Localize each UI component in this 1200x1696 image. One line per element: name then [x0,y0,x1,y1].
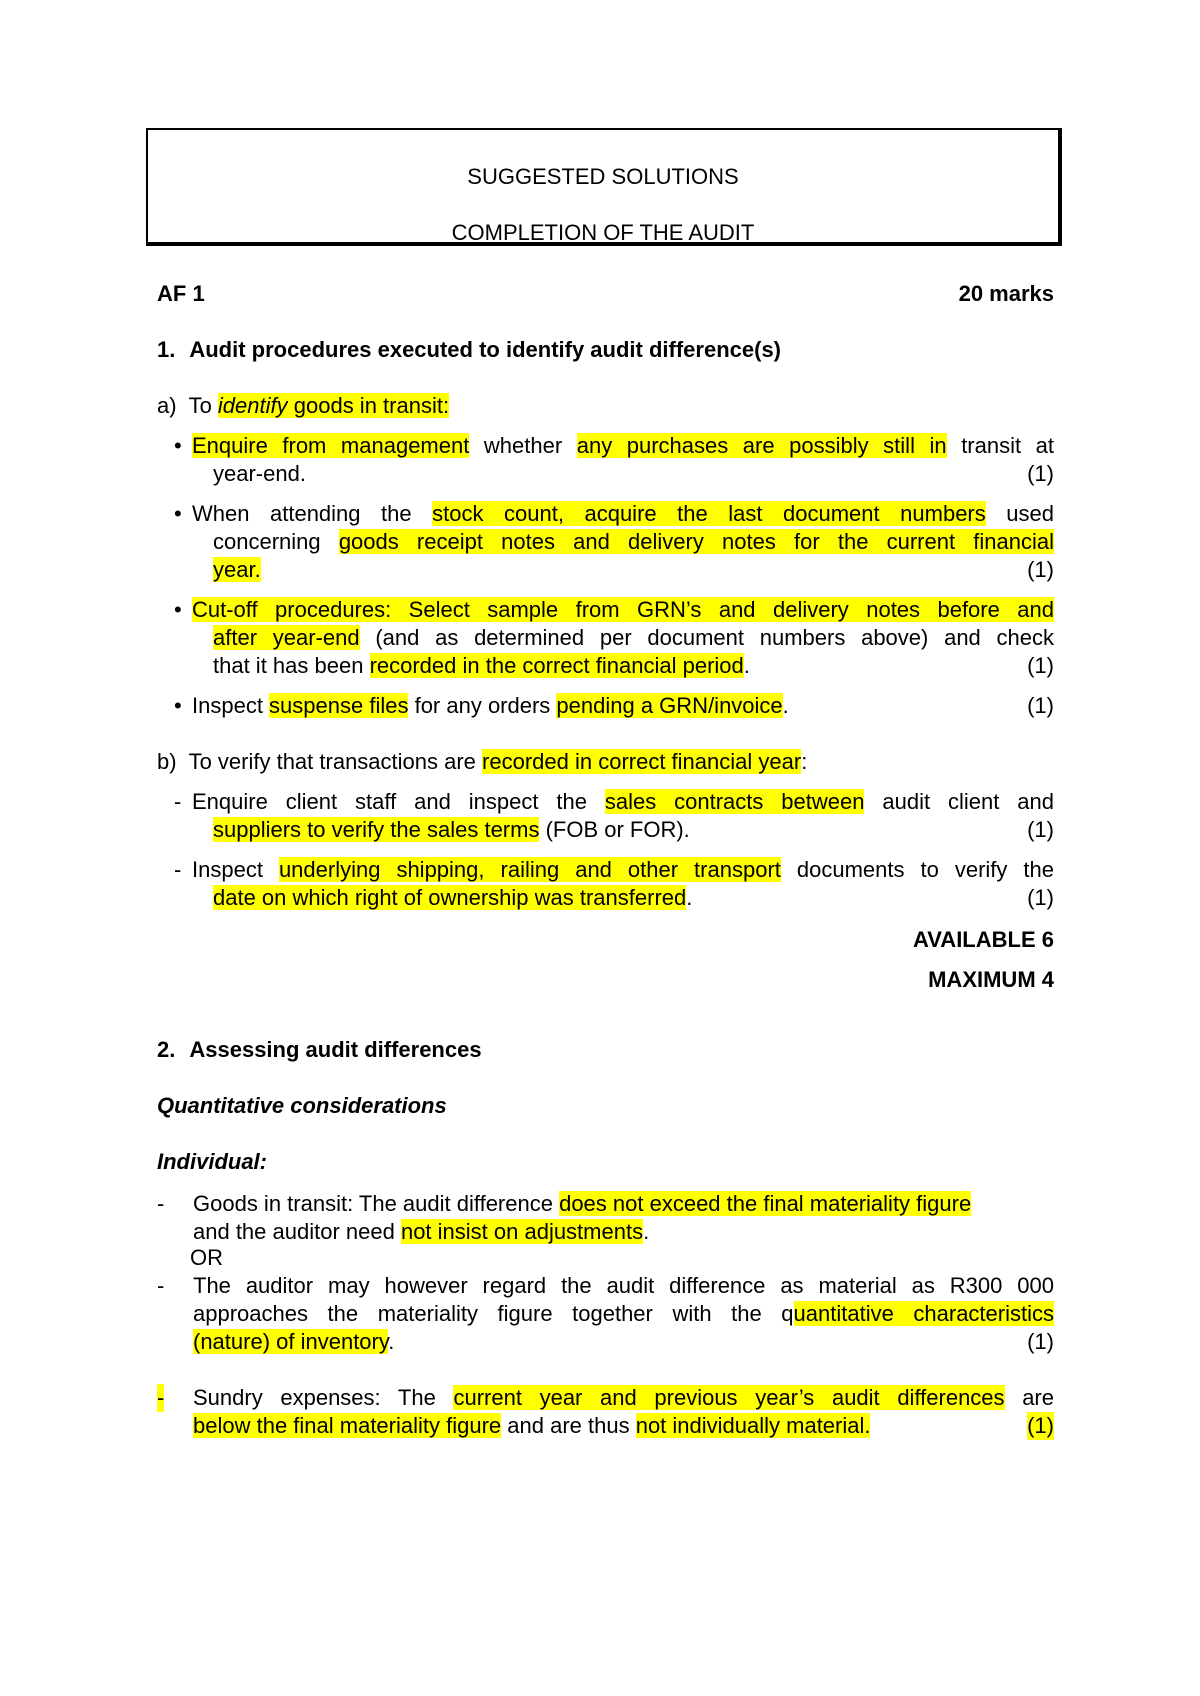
af-label: AF 1 [157,281,205,306]
dash-marker: - [157,1273,165,1298]
bullet-1: • Enquire from management whether any purchases are possibly still in transit at [174,433,1054,458]
q2-title: Assessing audit differences [189,1037,482,1062]
individual-item-1-line-2: and the auditor need not insist on adjustments. [193,1219,650,1244]
af-heading [157,280,1054,308]
bullet-3-line-3: that it has been recorded in the correct financial period. (1) [213,653,1054,678]
q1-heading: 1. Audit procedures executed to identify audit difference(s) [157,337,782,362]
q1-title: Audit procedures executed to identify audit difference(s) [189,337,782,362]
dash-marker: - [157,1191,165,1216]
dash-item-1-line-2: suppliers to verify the sales terms (FOB or FOR). (1) [213,817,1054,842]
q1a-heading: a) To identify goods in transit: [157,393,450,418]
individual-item-2: The auditor may however regard the audit difference as material as R300 000 [193,1273,1054,1298]
dash-item-2-line-2: date on which right of ownership was transferred. (1) [213,885,1054,910]
dash-item-2: - Inspect underlying shipping, railing and other transport documents to verify the [174,857,1054,882]
q2-heading: 2. Assessing audit differences [157,1037,482,1062]
bullet-2-line-3: year. (1) [213,557,1054,582]
bullet-1-line-2: year-end. (1) [213,461,1054,486]
or-text: OR [190,1245,223,1270]
individual-item-3: Sundry expenses: The current year and previous year’s audit differences are [193,1385,1054,1410]
af-marks: 20 marks [958,281,1054,306]
title-box [146,128,1062,246]
bullet-4: • Inspect suspense files for any orders pending a GRN/invoice. (1) [174,693,1054,718]
title-line-1: SUGGESTED SOLUTIONS [467,164,739,189]
title-line-2: COMPLETION OF THE AUDIT [451,220,755,245]
individual-item-2-line-2: approaches the materiality figure together with the quantitative characteristics [193,1301,1054,1326]
maximum-total: MAXIMUM 4 [928,967,1054,992]
quantitative-heading: Quantitative considerations [157,1093,447,1118]
bullet-2-line-2: concerning goods receipt notes and delivery notes for the current financial [213,529,1054,554]
individual-item-1: Goods in transit: The audit difference does not exceed the final materiality figure [193,1191,972,1216]
q1b-heading: b) To verify that transactions are recorded in correct financial year: [157,749,808,774]
bullet-2: • When attending the stock count, acquire the last document numbers used [174,501,1054,526]
available-total: AVAILABLE 6 [913,927,1054,952]
bullet-3-line-2: after year-end (and as determined per document numbers above) and check [213,625,1054,650]
dash-marker: - [157,1385,165,1410]
dash-item-1: - Enquire client staff and inspect the sales contracts between audit client and [174,789,1054,814]
bullet-3: • Cut-off procedures: Select sample from GRN’s and delivery notes before and [174,597,1054,622]
individual-item-3-line-2: below the final materiality figure and are thus not individually material. (1) [193,1413,1054,1438]
individual-heading: Individual: [157,1149,267,1174]
individual-item-2-line-3: (nature) of inventory. (1) [193,1329,1054,1354]
